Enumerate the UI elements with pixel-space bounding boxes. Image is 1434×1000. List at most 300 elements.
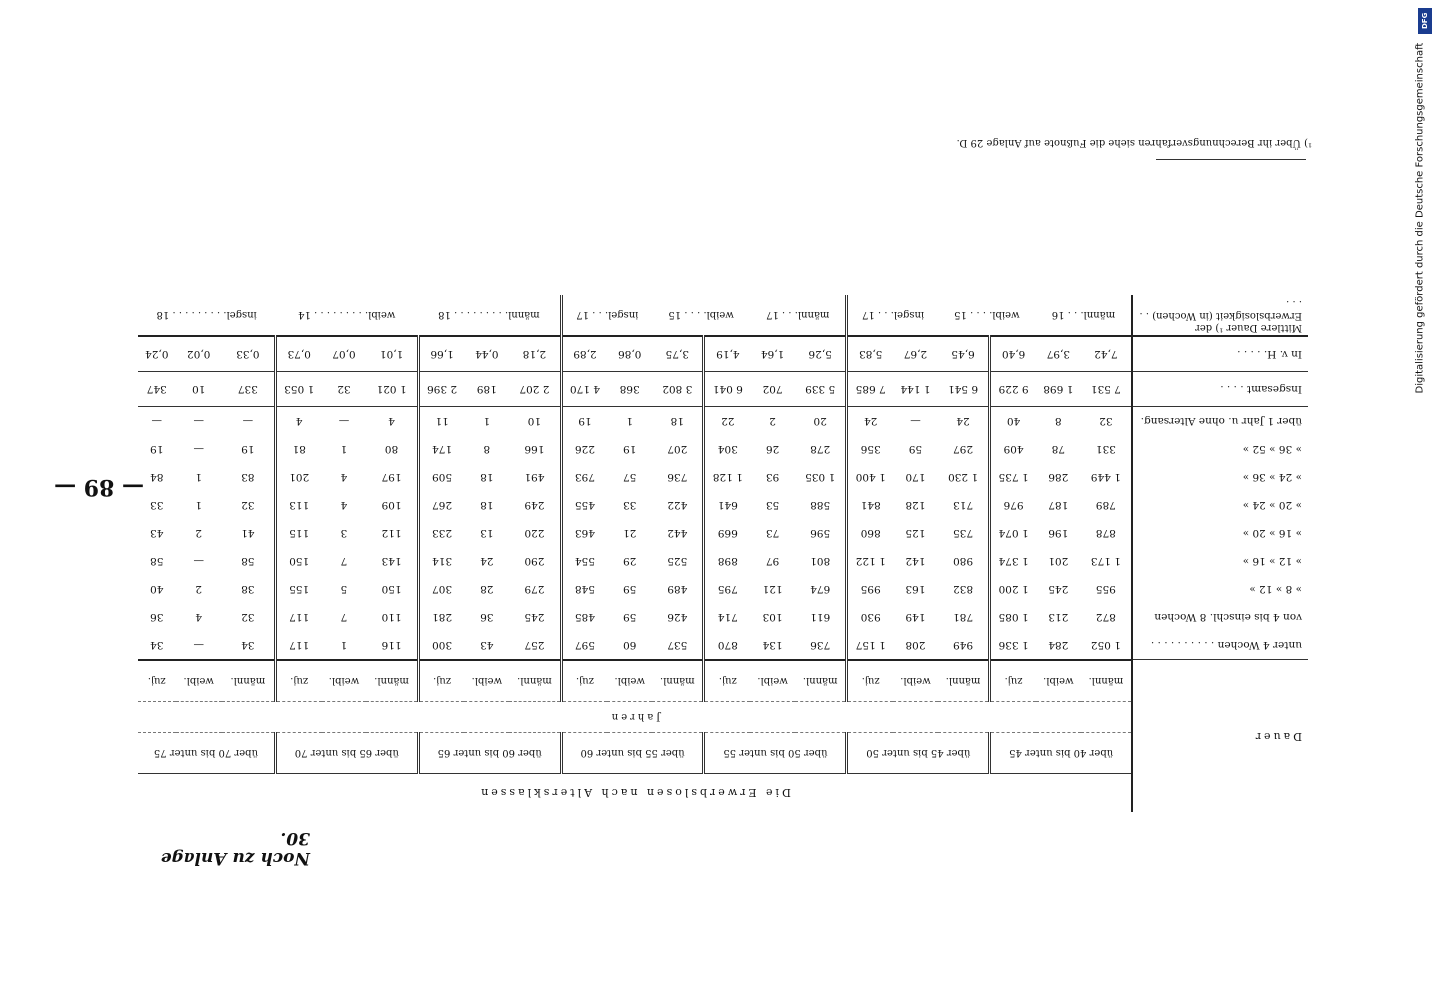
page-number: — 89 — [54,474,144,500]
table-cell: 281 [418,603,464,631]
table-cell: 356 [847,435,893,463]
table-cell: 257 [524,639,545,651]
table-cell: 1 [195,471,203,483]
digitization-text: Digitalisierung gefördert durch die Deutsche Forschungsgemeinschaft [1414,42,1426,394]
table-cell: 29 [623,555,637,567]
sex-header: weibl. [464,660,509,702]
table-cell: 5 [340,583,348,595]
table-cell: 60 [623,639,637,651]
table-cell: 669 [704,519,750,547]
table-row [138,603,1308,631]
table-cell: 1 035 [805,471,836,483]
table-cell: 832 [953,583,974,595]
table-cell: 155 [275,575,321,603]
table-cell: 588 [810,499,831,511]
sex-header: zuj. [418,660,464,702]
table-cell: 2 [195,583,203,595]
table-cell: 245 [524,611,545,623]
table-cell: 81 [275,435,321,463]
dauer-header: Dauer [1132,660,1308,812]
table-cell: 297 [953,443,974,455]
table-cell: 34 [150,639,164,651]
sex-header: zuj. [138,660,176,702]
table-cell: 1 074 [990,519,1036,547]
table-cell: 84 [150,471,164,483]
table-cell: 674 [810,583,831,595]
table-cell: 1 085 [990,603,1036,631]
table-cell: 213 [1048,611,1069,623]
table-cell: 1 [195,499,203,511]
table-cell: 860 [847,519,893,547]
sex-header: männl. [795,660,847,702]
table-cell: 795 [704,575,750,603]
table-cell: 2,67 [893,336,938,372]
table-cell: 0,02 [176,336,222,372]
table-cell: 2 [769,415,776,427]
table-cell: 2 207 [509,372,561,407]
age-group-header: über 60 bis unter 65 [418,733,561,774]
mean-duration-cell: männl. . . . . . . . . 18 [438,309,540,321]
table-cell: 53 [765,499,780,511]
table-cell: 128 [905,499,926,511]
table-cell: 8 [483,443,491,455]
percent-row [138,336,1308,372]
table-cell: 422 [667,499,688,511]
table-cell: 4 [388,415,395,427]
table-cell: 1 173 [1090,555,1121,567]
table-cell: 6,45 [938,336,990,372]
table-cell: 34 [241,639,255,651]
table-cell: 10 [527,415,542,427]
table-cell: 2,89 [561,336,607,372]
table-cell: 33 [623,499,637,511]
table-cell: 18 [670,415,684,427]
table-cell: 58 [241,555,255,567]
table-cell: 442 [667,527,688,539]
row-label: » 36 » 52 » [1132,435,1308,463]
table-cell: 6 541 [938,372,990,407]
table-cell: 117 [275,603,321,631]
table-cell: 736 [810,639,831,651]
table-cell: 6,40 [990,336,1036,372]
table-cell: 872 [1095,611,1116,623]
mean-duration-label: Mittlere Dauer ¹) der Erwerbslosigkeit (in Wochen) . . . . . [1132,295,1308,336]
dfg-logo: DFG [1418,8,1432,34]
table-cell: 1 [626,415,634,427]
table-cell: 97 [765,555,780,567]
mean-duration-cell: weibl. . . . . . . . . 14 [298,309,396,321]
table-cell: 597 [561,631,607,660]
table-cell: 143 [381,555,402,567]
table-cell: 112 [381,527,402,539]
table-cell: 1 021 [366,372,418,407]
table-cell: 166 [524,443,545,455]
table-cell: 2,18 [509,336,561,372]
sex-header: weibl. [176,660,222,702]
table-cell: 19 [623,443,637,455]
total-row [138,372,1308,407]
table-cell: 40 [150,583,164,595]
table-cell: 28 [480,583,494,595]
table-row [138,547,1308,575]
table-cell: 735 [953,527,974,539]
table-cell: 485 [561,603,607,631]
table-cell: 207 [667,443,688,455]
table-cell: 278 [810,443,831,455]
table-cell: — [338,415,350,427]
table-cell: 4 [275,407,321,436]
table-cell: 307 [418,575,464,603]
table-cell: 995 [847,575,893,603]
sex-header: männl. [222,660,276,702]
table-cell: 0,24 [138,336,176,372]
table-cell: 18 [480,471,494,483]
table-cell: 1 157 [847,631,893,660]
table-cell: 611 [810,611,831,623]
row-label: » 24 » 36 » [1132,463,1308,491]
table-cell: 38 [241,583,255,595]
table-cell: 201 [275,463,321,491]
table-cell: 21 [623,527,637,539]
table-cell: 554 [561,547,607,575]
sex-header: männl. [652,660,704,702]
table-cell: 32 [241,499,255,511]
row-label: unter 4 Wochen . . . . . . . . . . [1132,631,1308,660]
table-cell: 109 [381,499,402,511]
table-cell: 1 052 [1090,639,1121,651]
table-cell: — [193,443,204,455]
table-cell: 83 [241,471,255,483]
table-cell: 870 [704,631,750,660]
table-cell: 1 122 [847,547,893,575]
table-cell: 1 698 [1036,372,1081,407]
table-cell: 57 [623,471,637,483]
table-cell: 793 [561,463,607,491]
page-title: Noch zu Anlage 30. [160,828,310,868]
table-cell: 24 [480,555,494,567]
sex-header: männl. [1081,660,1132,702]
unemployment-table [138,295,1308,812]
table-cell: 0,86 [607,336,652,372]
table-cell: 5,26 [795,336,847,372]
table-cell: 1,64 [750,336,795,372]
table-cell: 103 [762,611,783,623]
table-cell: 509 [418,463,464,491]
table-cell: 5 339 [795,372,847,407]
table-cell: 1 374 [990,547,1036,575]
table-cell: 117 [275,631,321,660]
table-cell: 2 396 [418,372,464,407]
table-cell: 714 [704,603,750,631]
table-cell: 290 [524,555,545,567]
row-label: » 16 » 20 » [1132,519,1308,547]
table-cell: 304 [704,435,750,463]
table-cell: 489 [667,583,688,595]
table-cell: 3 [340,527,348,539]
table-cell: 33 [150,499,164,511]
sex-header: weibl. [607,660,652,702]
mean-duration-cell: insgel. . . 17 [561,295,652,336]
table-cell: 19 [241,443,255,455]
sex-header: weibl. [322,660,367,702]
table-cell: 11 [418,407,464,436]
table-cell: 41 [241,527,255,539]
mean-duration-cell: männl. . . 16 [1051,309,1116,321]
table-row [138,407,1308,436]
table-cell: 22 [704,407,750,436]
table-row [138,631,1308,660]
table-cell: 548 [561,575,607,603]
table-cell: 32 [1099,415,1113,427]
table-cell: 24 [956,415,970,427]
table-cell: 149 [905,611,926,623]
table-cell: 7 [340,611,348,623]
table-cell: 3,75 [652,336,704,372]
table-cell: 24 [847,407,893,436]
percent-row-label: In v. H. . . . . [1132,336,1308,372]
table-cell: 0,33 [222,336,276,372]
table-cell: 955 [1095,583,1116,595]
table-cell: 878 [1095,527,1116,539]
table-cell: 1 [340,443,348,455]
jahren-label: Jahren [138,702,1132,733]
table-cell: 113 [275,491,321,519]
row-label: » 12 » 16 » [1132,547,1308,575]
table-cell: 426 [667,611,688,623]
table-cell: 226 [561,435,607,463]
table-cell: 331 [1095,443,1116,455]
table-cell: 220 [524,527,545,539]
sex-header: männl. [938,660,990,702]
mean-duration-row [138,295,1308,336]
table-cell: 208 [905,639,926,651]
table-cell: 702 [750,372,795,407]
sex-header: weibl. [893,660,938,702]
table-cell: 26 [765,443,780,455]
table-cell: 134 [762,639,783,651]
table-row [138,463,1308,491]
sex-header: weibl. [750,660,795,702]
mean-duration-cell: weibl. . . . 15 [954,309,1020,321]
table-cell: 455 [561,491,607,519]
table-cell: 40 [990,407,1036,436]
table-cell: 245 [1048,583,1069,595]
table-cell: 78 [1051,443,1066,455]
table-cell: 125 [905,527,926,539]
table-cell: 713 [953,499,974,511]
sex-header: zuj. [847,660,893,702]
table-cell: — [910,415,921,427]
footnote-rule [1156,159,1306,160]
table-cell: 93 [765,471,780,483]
table-cell: 4 170 [561,372,607,407]
table-cell: 596 [810,527,831,539]
table-cell: 898 [704,547,750,575]
table-cell: 314 [418,547,464,575]
age-group-header: über 40 bis unter 45 [990,733,1132,774]
table-cell: 930 [847,603,893,631]
table-cell: 19 [150,443,164,455]
table-cell: 20 [813,415,827,427]
table-cell: — [193,639,204,651]
table-cell: 59 [623,583,637,595]
sex-header: zuj. [990,660,1036,702]
table-cell: 121 [762,583,783,595]
table-cell: 150 [381,583,402,595]
table-cell: 1 449 [1090,471,1121,483]
table-cell: 2 [195,527,203,539]
table-cell: 5,83 [847,336,893,372]
table-cell: 142 [905,555,926,567]
age-group-header: über 70 bis unter 75 [138,733,275,774]
table-cell: 1 336 [990,631,1036,660]
table-cell: 789 [1095,499,1116,511]
table-cell: 201 [1048,555,1069,567]
table-cell: 36 [480,611,494,623]
table-row [138,491,1308,519]
table-cell: 1,66 [418,336,464,372]
table-cell: 59 [908,443,923,455]
table-cell: 58 [150,555,164,567]
table-cell: 463 [561,519,607,547]
table-cell: 801 [810,555,831,567]
table-cell: 368 [607,372,652,407]
table-cell: — [193,555,204,567]
mean-duration-cell: weibl. . . . 15 [668,309,734,321]
table-cell: 4,19 [704,336,750,372]
age-group-header: über 55 bis unter 60 [561,733,704,774]
table-row [138,575,1308,603]
table-cell: 36 [150,611,164,623]
age-group-header: über 50 bis unter 55 [704,733,847,774]
table-cell: 4 [195,611,203,623]
table-cell: 32 [322,372,367,407]
table-cell: 0,73 [275,336,321,372]
table-cell: 525 [667,555,688,567]
total-row-label: Insgesamt . . . . [1132,372,1308,407]
table-cell: 841 [847,491,893,519]
table-cell: 1 128 [704,463,750,491]
table-cell: 43 [150,527,164,539]
footnote: ¹) Über ihr Berechnungsverfahren siehe die Fußnote auf Anlage 29 D. [956,137,1312,148]
age-group-header: über 65 bis unter 70 [275,733,418,774]
table-cell: 80 [384,443,399,455]
sex-header: männl. [366,660,418,702]
table-cell: 286 [1048,471,1069,483]
table-cell: 980 [953,555,974,567]
table-cell: 1 230 [948,471,979,483]
table-cell: 7 685 [847,372,893,407]
table-cell: 59 [623,611,637,623]
table-cell: 73 [765,527,780,539]
table-cell: 1 400 [847,463,893,491]
table-cell: 781 [953,611,974,623]
table-cell: 4 [340,499,348,511]
table-cell: 736 [667,471,688,483]
table-cell: 949 [953,639,974,651]
table-cell: 4 [340,471,348,483]
age-group-header: über 45 bis unter 50 [847,733,990,774]
table-cell: 163 [905,583,926,595]
table-cell: 233 [418,519,464,547]
table-cell: — [242,415,254,427]
table-cell: 9 229 [990,372,1036,407]
table-cell: 196 [1048,527,1069,539]
sex-header: männl. [509,660,561,702]
table-cell: 1 [483,415,491,427]
table-cell: 491 [524,471,545,483]
table-cell: 116 [381,639,402,651]
table-cell: 347 [138,372,176,407]
table-cell: 3,97 [1036,336,1081,372]
table-cell: 1 053 [275,372,321,407]
sex-header: zuj. [704,660,750,702]
table-cell: 1 144 [893,372,938,407]
table-title: Die Erwerbslosen nach Altersklassen [138,774,1132,813]
mean-duration-cell: insgel. . . . . . . . . 18 [156,309,257,321]
table-cell: 110 [381,611,402,623]
mean-duration-cell: männl. . . 17 [766,309,830,321]
table-cell: 189 [464,372,509,407]
table-cell: 0,07 [322,336,367,372]
table-cell: 1,01 [366,336,418,372]
table-cell: 150 [275,547,321,575]
table-cell: 18 [480,499,494,511]
table-cell: 13 [480,527,494,539]
table-cell: 537 [667,639,688,651]
table-cell: 409 [990,435,1036,463]
mean-duration-cell: insgel. . . 17 [847,295,938,336]
table-cell: 337 [222,372,276,407]
table-cell: 0,44 [464,336,509,372]
row-label: » 20 » 24 » [1132,491,1308,519]
table-row [138,519,1308,547]
table-cell: 1 200 [990,575,1036,603]
table-cell: 1 [340,639,348,651]
table-cell: — [151,415,163,427]
table-cell: 8 [1054,415,1062,427]
table-cell: 187 [1048,499,1069,511]
row-label: » 8 » 12 » [1132,575,1308,603]
table-cell: 3 802 [652,372,704,407]
table-cell: 284 [1048,639,1069,651]
table-cell: 32 [241,611,255,623]
table-cell: 7,42 [1081,336,1132,372]
table-cell: 197 [381,471,402,483]
row-label: von 4 bis einschl. 8 Wochen [1132,603,1308,631]
table-cell: 641 [704,491,750,519]
table-cell: 267 [418,491,464,519]
table-cell: 19 [561,407,607,436]
sex-header: zuj. [275,660,321,702]
table-cell: 6 041 [704,372,750,407]
sex-header: zuj. [561,660,607,702]
table-cell: — [193,415,204,427]
table-cell: 7 531 [1081,372,1132,407]
row-label: über 1 Jahr u. ohne Altersang. [1132,407,1308,436]
table-cell: 976 [990,491,1036,519]
table-cell: 10 [176,372,222,407]
sex-header: weibl. [1036,660,1081,702]
table-cell: 1 735 [990,463,1036,491]
table-cell: 174 [418,435,464,463]
table-body [138,295,1308,660]
table-cell: 249 [524,499,545,511]
table-cell: 279 [524,583,545,595]
table-row [138,435,1308,463]
table-cell: 7 [340,555,348,567]
table-cell: 300 [418,631,464,660]
